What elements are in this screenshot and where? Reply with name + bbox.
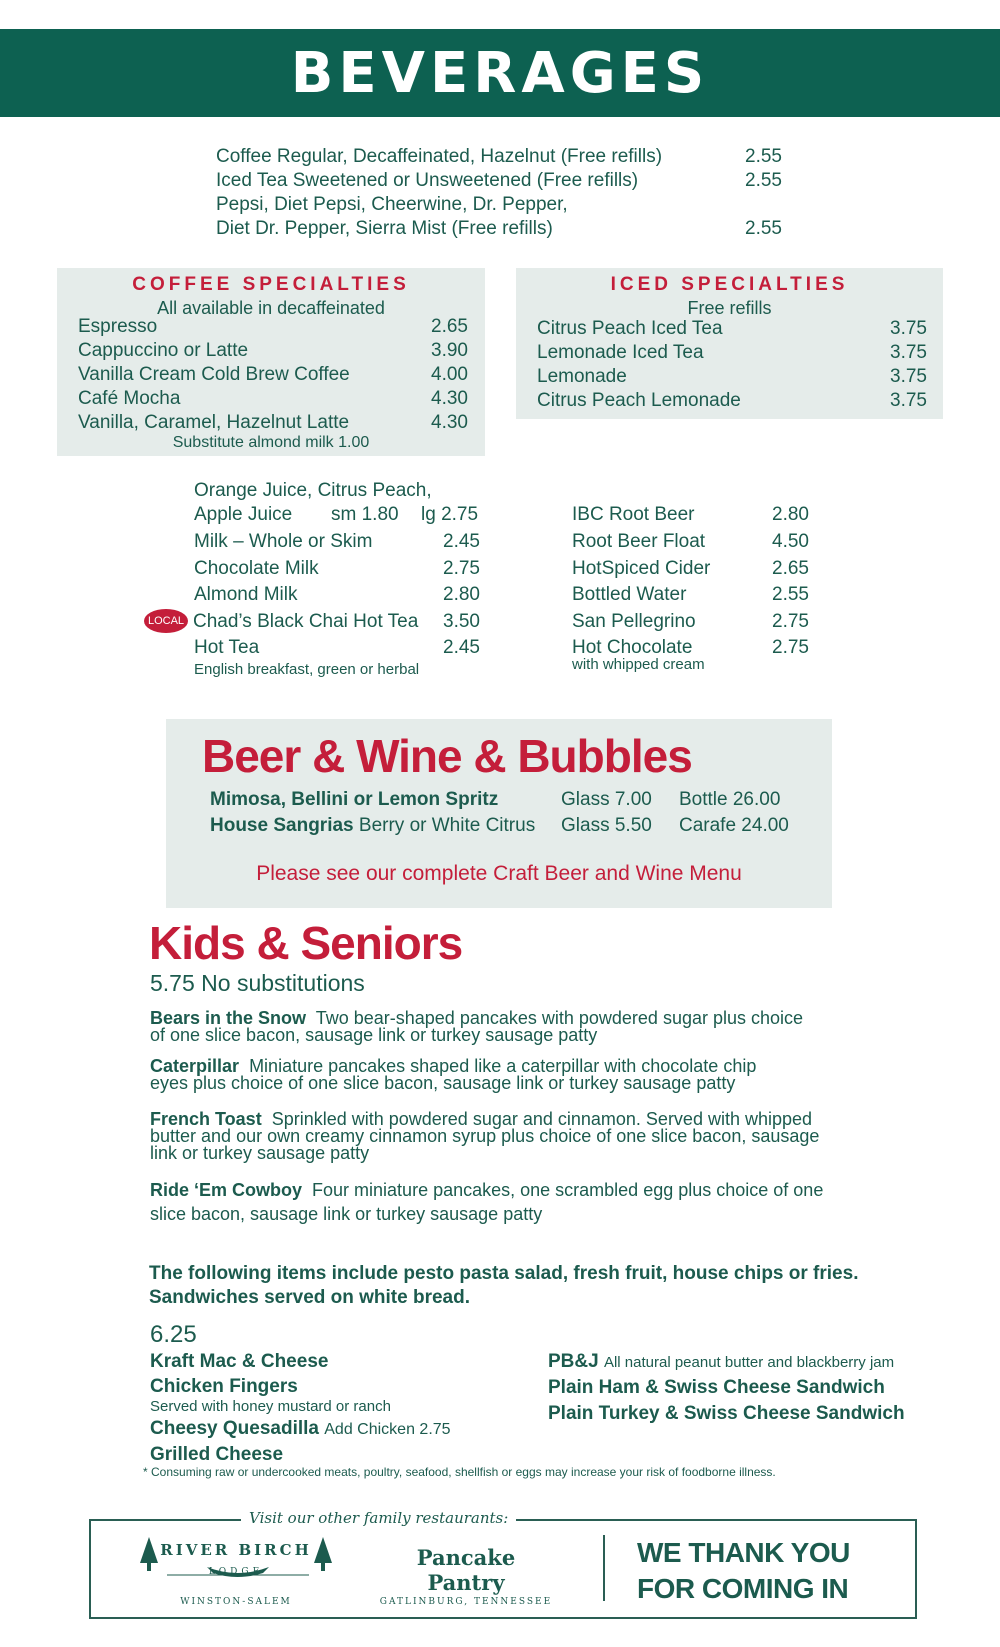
kids-menu-item [150, 1058, 910, 1092]
pancake-pantry-logo: Pancake Pantry [416, 1545, 516, 1595]
iced-specialty-name: Citrus Peach Lemonade [537, 390, 741, 411]
kids-price-line: 5.75 No substitutions [150, 970, 365, 996]
coffee-specialty-name: Vanilla, Caramel, Hazelnut Latte [78, 412, 350, 433]
coffee-specialty-name: Cappuccino or Latte [78, 340, 249, 361]
coffee-specialty-name: Espresso [78, 316, 158, 337]
thank-you-line1: WE THANK YOU [637, 1537, 850, 1568]
hot-tea-name: Hot Tea [194, 637, 260, 658]
milk-name: Milk [194, 531, 228, 552]
pbj-line [548, 1352, 905, 1378]
chai-tea-price: 3.50 [443, 611, 480, 632]
coffee-item: Coffee Regular, Decaffeinated, Hazelnut (Free refills) [216, 146, 663, 167]
page-title: BEVERAGES [0, 29, 1000, 117]
iced-specialties-title: ICED SPECIALTIES [610, 274, 849, 295]
coffee-price: 2.55 [745, 146, 782, 167]
winston-salem-label: WINSTON-SALEM [180, 1597, 292, 1607]
footer-divider [603, 1535, 605, 1601]
kids-item-name: Bears in the Snow [150, 1008, 307, 1028]
kids-item-name: French Toast [150, 1109, 262, 1129]
quesadilla-line [150, 1419, 451, 1445]
chocolate-milk-name: Chocolate Milk [194, 558, 319, 579]
kids-item-desc-line1: Sprinkled with powdered sugar and cinnamon. Served with whipped [271, 1109, 813, 1129]
right-item-price: 2.75 [772, 611, 809, 632]
iced-specialties-box [516, 268, 943, 419]
right-item-price: 4.50 [772, 531, 809, 552]
sangria-carafe-price: Carafe 24.00 [679, 815, 789, 836]
kids-item-name: Caterpillar [150, 1056, 240, 1076]
iced-specialty-name: Lemonade [537, 366, 627, 387]
local-badge: LOCAL [144, 609, 188, 633]
kids-item-desc-line1: Four miniature pancakes, one scrambled egg plus choice of one [312, 1180, 824, 1200]
kids-item-desc-line2: butter and our own creamy cinnamon syrup plus choice of one slice bacon, sausage [150, 1126, 820, 1146]
almond-milk-name: Almond Milk [194, 584, 298, 605]
chicken-fingers-note: Served with honey mustard or ranch [150, 1398, 391, 1415]
footer-box [89, 1509, 917, 1619]
iced-specialty-price: 3.75 [890, 390, 927, 411]
juice-line2: Apple Juice [194, 504, 293, 525]
thank-you-line2: FOR COMING IN [637, 1573, 849, 1604]
iced-specialty-price: 3.75 [890, 318, 927, 339]
sangria-glass-price: Glass 5.50 [561, 815, 652, 836]
sodas-item-line1: Pepsi, Diet Pepsi, Cheerwine, Dr. Pepper, [216, 194, 568, 215]
juice-lg-price: lg 2.75 [421, 504, 479, 525]
pbj-item: PB&J [548, 1351, 599, 1372]
kids-item-desc-line2: of one slice bacon, sausage link or turkey sausage patty [150, 1025, 598, 1045]
coffee-specialties-box [57, 268, 485, 456]
right-item-name: Bottled Water [572, 584, 687, 605]
quesadilla-item: Cheesy Quesadilla [150, 1418, 319, 1439]
visit-restaurants-label: Visit our other family restaurants: [241, 1509, 516, 1527]
juice-sm-price: sm 1.80 [331, 504, 399, 525]
gatlinburg-label: GATLINBURG, TENNESSEE [379, 1597, 553, 1607]
iced-specialty-name: Citrus Peach Iced Tea [537, 318, 723, 339]
sangria-item [210, 815, 535, 837]
almond-milk-note: Substitute almond milk 1.00 [172, 434, 370, 451]
kids-item-desc-line3: link or turkey sausage patty [150, 1143, 370, 1163]
included-sides-note [149, 1262, 858, 1310]
kids-menu-item [150, 1111, 930, 1162]
coffee-specialties-title: COFFEE SPECIALTIES [132, 274, 410, 295]
ham-sandwich-item: Plain Ham & Swiss Cheese Sandwich [548, 1377, 885, 1398]
coffee-specialty-price: 2.65 [431, 316, 468, 337]
lodge-label: LODGE [208, 1567, 264, 1577]
hot-tea-price: 2.45 [443, 637, 480, 658]
kids-left-items [150, 1352, 451, 1465]
river-birch-name: RIVER BIRCH [160, 1541, 312, 1559]
chicken-fingers-item: Chicken Fingers [150, 1376, 298, 1397]
coffee-specialty-price: 4.00 [431, 364, 468, 385]
hot-chocolate-note: with whipped cream [572, 656, 705, 673]
milk-dash: – [233, 531, 244, 552]
mimosa-name: Mimosa, Bellini or Lemon Spritz [210, 789, 499, 810]
iced-tea-price: 2.55 [745, 170, 782, 191]
right-item-price: 2.55 [772, 584, 809, 605]
kids-item-desc-line1: Miniature pancakes shaped like a caterpillar with chocolate chip [249, 1056, 757, 1076]
sangria-name: House Sangrias [210, 815, 354, 836]
included-sides-line1: The following items include pesto pasta salad, fresh fruit, house chips or fries. [149, 1263, 859, 1284]
kids-item-desc-line1: Two bear-shaped pancakes with powdered sugar plus choice [315, 1008, 804, 1028]
kids-menu-item [150, 1010, 910, 1044]
turkey-sandwich-item: Plain Turkey & Swiss Cheese Sandwich [548, 1403, 905, 1424]
right-item-price: 2.65 [772, 558, 809, 579]
right-item-price: 2.75 [772, 637, 809, 658]
juice-line1: Orange Juice, Citrus Peach, [194, 480, 432, 501]
right-item-price: 2.80 [772, 504, 809, 525]
chai-tea-name: Chad’s Black Chai Hot Tea [193, 611, 419, 632]
grilled-cheese-item: Grilled Cheese [150, 1444, 284, 1465]
mimosa-bottle-price: Bottle 26.00 [679, 789, 781, 810]
milk-item [194, 531, 372, 553]
kids-price2: 6.25 [150, 1321, 197, 1348]
included-sides-line2: Sandwiches served on white bread. [149, 1287, 470, 1308]
coffee-specialty-price: 4.30 [431, 412, 468, 433]
milk-desc: Whole or Skim [248, 531, 373, 552]
sodas-item-line2: Diet Dr. Pepper, Sierra Mist (Free refills) [216, 218, 553, 239]
craft-beer-note: Please see our complete Craft Beer and Wine Menu [256, 862, 742, 885]
iced-specialty-price: 3.75 [890, 342, 927, 363]
coffee-specialty-price: 3.90 [431, 340, 468, 361]
right-item-name: IBC Root Beer [572, 504, 695, 525]
hot-tea-note: English breakfast, green or herbal [194, 661, 420, 678]
almond-milk-price: 2.80 [443, 584, 480, 605]
coffee-specialties-subtitle: All available in decaffeinated [157, 298, 385, 318]
thank-you-message [637, 1535, 850, 1607]
right-item-name: HotSpiced Cider [572, 558, 711, 579]
beer-wine-box [166, 719, 832, 908]
kids-right-items [548, 1352, 905, 1424]
milk-price: 2.45 [443, 531, 480, 552]
kids-seniors-title: Kids & Seniors [149, 917, 463, 969]
food-safety-disclaimer: * Consuming raw or undercooked meats, poultry, seafood, shellfish or eggs may increase your risk of foodborne illness. [143, 1465, 776, 1479]
kids-menu-item [150, 1178, 910, 1226]
coffee-specialty-name: Vanilla Cream Cold Brew Coffee [78, 364, 350, 385]
right-item-name: Hot Chocolate [572, 637, 693, 658]
iced-specialty-name: Lemonade Iced Tea [537, 342, 704, 363]
river-birch-logo [137, 1535, 335, 1615]
beer-wine-title: Beer & Wine & Bubbles [202, 730, 692, 782]
right-item-name: Root Beer Float [572, 531, 706, 552]
iced-specialties-subtitle: Free refills [687, 298, 772, 318]
coffee-specialty-name: Café Mocha [78, 388, 181, 409]
sangria-desc: Berry or White Citrus [358, 815, 536, 836]
kids-item-desc-line2: slice bacon, sausage link or turkey sausage patty [150, 1204, 543, 1224]
sodas-price: 2.55 [745, 218, 782, 239]
quesadilla-note: Add Chicken 2.75 [324, 1421, 451, 1438]
right-item-name: San Pellegrino [572, 611, 696, 632]
pbj-note: All natural peanut butter and blackberry jam [603, 1354, 895, 1371]
iced-tea-item: Iced Tea Sweetened or Unsweetened (Free refills) [216, 170, 639, 191]
kids-item-desc-line2: eyes plus choice of one slice bacon, sausage link or turkey sausage patty [150, 1073, 736, 1093]
mac-cheese-item: Kraft Mac & Cheese [150, 1351, 329, 1372]
chocolate-milk-price: 2.75 [443, 558, 480, 579]
coffee-specialty-price: 4.30 [431, 388, 468, 409]
mimosa-glass-price: Glass 7.00 [561, 789, 652, 810]
iced-specialty-price: 3.75 [890, 366, 927, 387]
kids-item-name: Ride ‘Em Cowboy [150, 1180, 303, 1200]
